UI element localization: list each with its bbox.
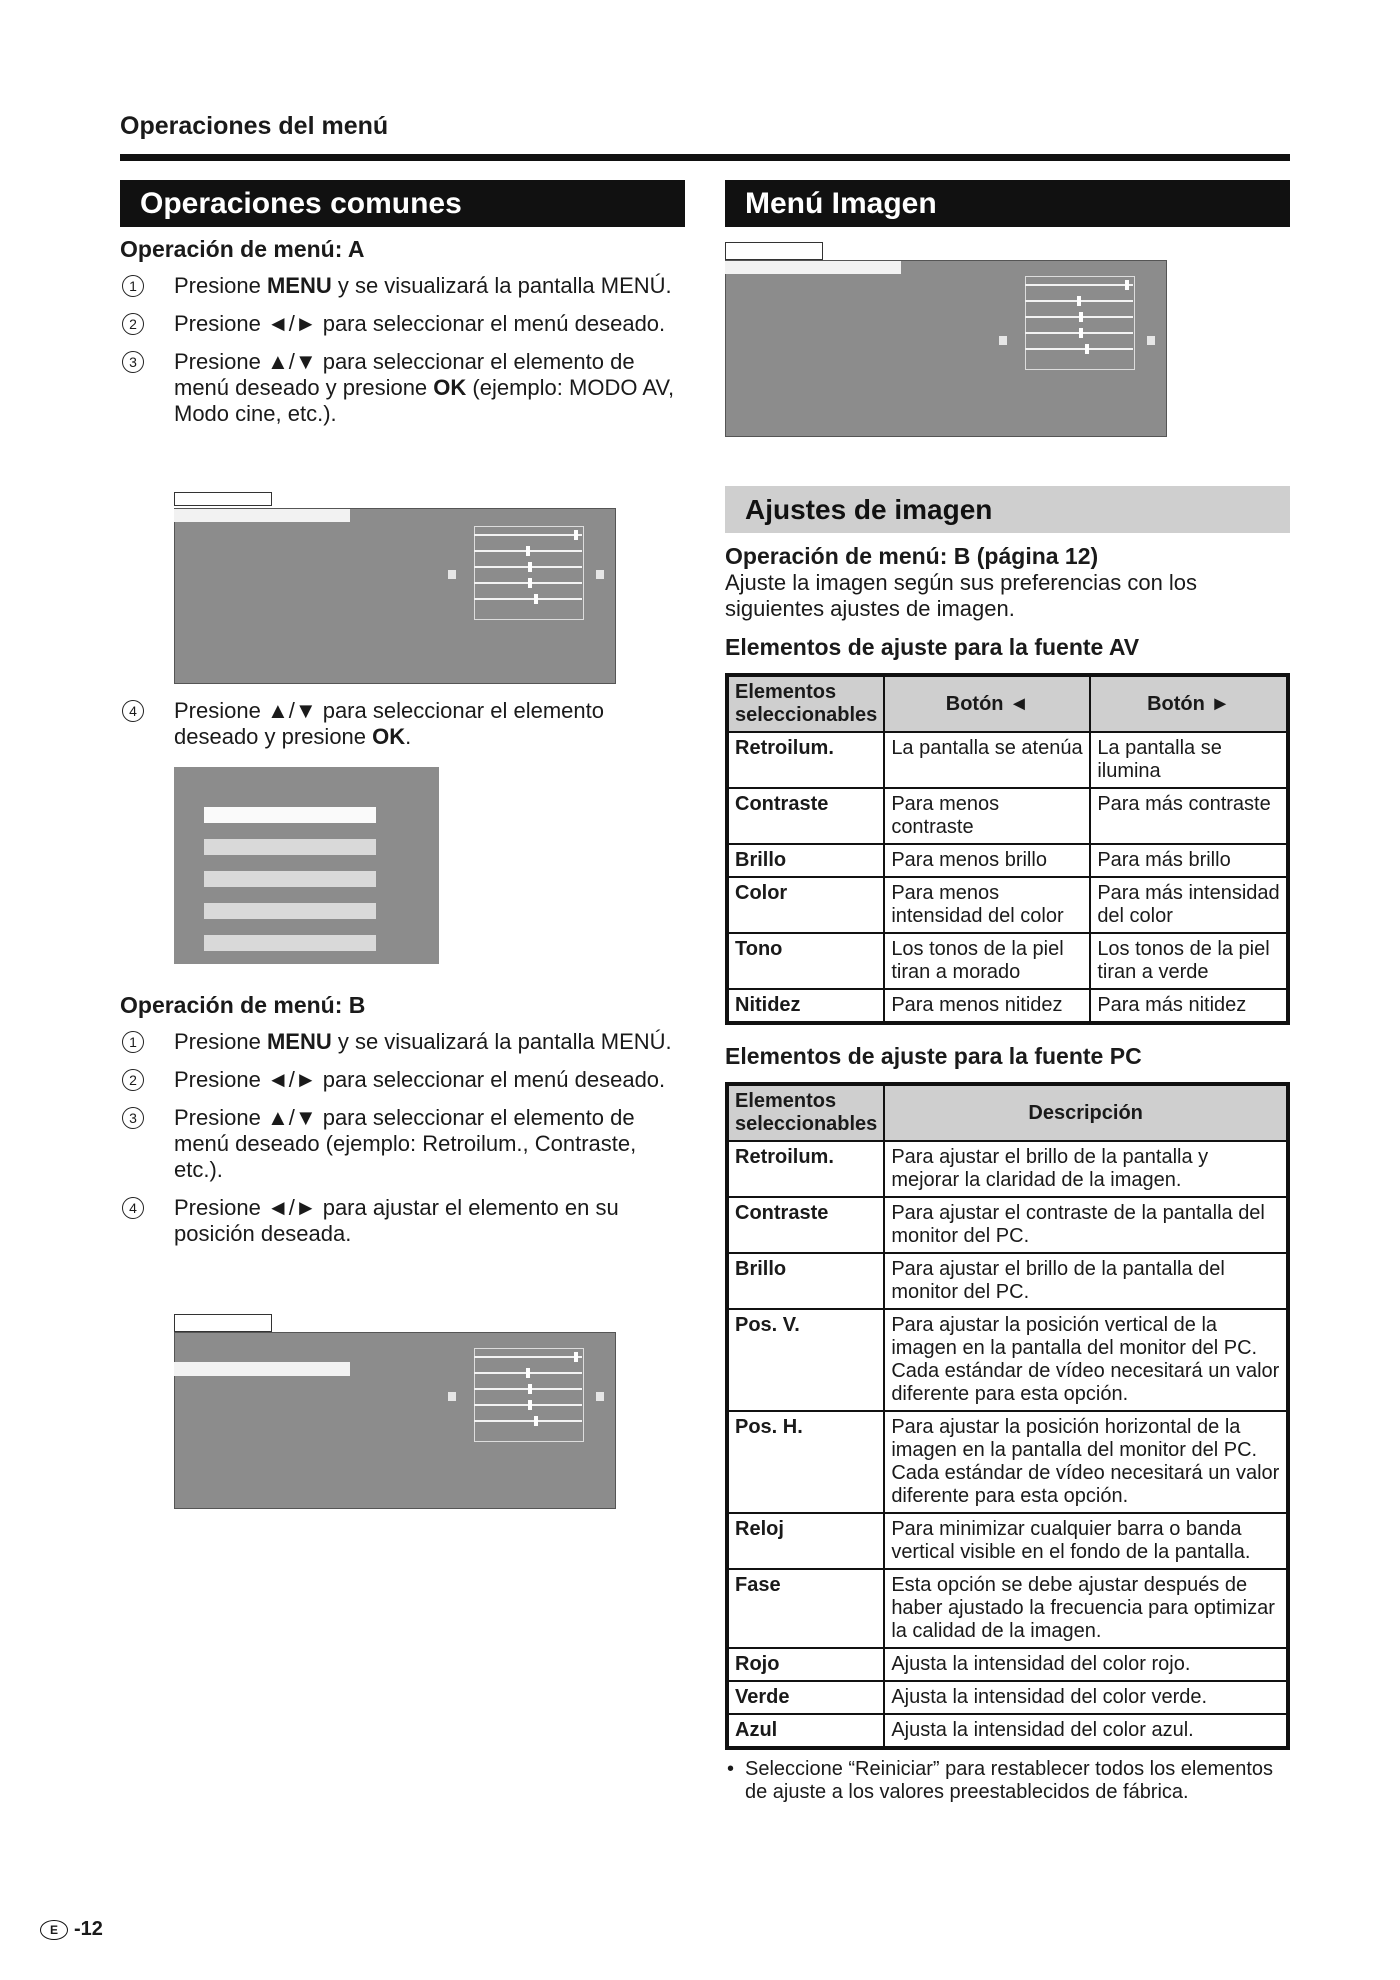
language-badge: E: [40, 1920, 68, 1940]
col-header-boton-right: Botón ►: [1090, 675, 1288, 732]
item-name: Color: [727, 877, 884, 933]
right-arrow-marker: [596, 1392, 604, 1401]
col-header-elementos: Elementos seleccionables: [727, 1084, 884, 1141]
section-title-menu-imagen: Menú Imagen: [725, 180, 1290, 227]
left-action: Para menos brillo: [884, 844, 1090, 877]
item-description: Esta opción se debe ajustar después de haber ajustado la frecuencia para optimizar la calidad de la imagen.: [884, 1569, 1288, 1648]
menu-screen-illustration-2: [174, 1314, 616, 1510]
running-header: Operaciones del menú: [120, 112, 389, 140]
op-a-step-4-block: [120, 698, 685, 762]
intro-text: Ajuste la imagen según sus preferencias con los siguientes ajustes de imagen.: [725, 570, 1198, 621]
table-row: [727, 1141, 1288, 1197]
table-row: [727, 1513, 1288, 1569]
op-a-step-3: [120, 349, 685, 427]
op-b-steps: [120, 1029, 685, 1247]
left-arrow-marker: [999, 336, 1007, 345]
left-column: [120, 180, 685, 1246]
step-text: Presione ◄/► para ajustar el elemento en su posición deseada.: [174, 1195, 619, 1246]
pc-table-title: Elementos de ajuste para la fuente PC: [725, 1043, 1142, 1069]
table-header-row: [727, 675, 1288, 732]
step-text: Presione ◄/► para seleccionar el menú deseado.: [174, 311, 666, 336]
item-name: Brillo: [727, 844, 884, 877]
table-row: [727, 1411, 1288, 1513]
item-description: Ajusta la intensidad del color verde.: [884, 1681, 1288, 1714]
right-arrow-marker: [596, 570, 604, 579]
item-description: Ajusta la intensidad del color rojo.: [884, 1648, 1288, 1681]
right-action: La pantalla se ilumina: [1090, 732, 1288, 788]
col-header-descripcion: Descripción: [884, 1084, 1288, 1141]
key-label: OK: [433, 375, 467, 400]
op-a-steps: [120, 273, 685, 427]
menu-screen-illustration-1: [174, 492, 616, 684]
left-arrow-marker: [448, 570, 456, 579]
item-name: Contraste: [727, 788, 884, 844]
op-a-step-4: [120, 698, 685, 750]
left-action: Para menos nitidez: [884, 989, 1090, 1023]
item-name: Azul: [727, 1714, 884, 1748]
table-row: [727, 1197, 1288, 1253]
step-text: .: [405, 724, 412, 749]
col-header-elementos: Elementos seleccionables: [727, 675, 884, 732]
right-action: Para más brillo: [1090, 844, 1288, 877]
left-action: La pantalla se atenúa: [884, 732, 1090, 788]
item-description: Para ajustar el brillo de la pantalla y mejorar la claridad de la imagen.: [884, 1141, 1288, 1197]
step-text: Presione ◄/► para seleccionar el menú deseado.: [174, 1067, 666, 1092]
step-number: 3: [122, 351, 144, 373]
table-row: [727, 1309, 1288, 1411]
right-column: [725, 180, 1290, 1803]
item-description: Para minimizar cualquier barra o banda vertical visible en el fondo de la pantalla.: [884, 1513, 1288, 1569]
op-b-reference: Operación de menú: B (página 12): [725, 543, 1099, 569]
table-row: [727, 732, 1288, 788]
left-action: Para menos contraste: [884, 788, 1090, 844]
item-name: Pos. V.: [727, 1309, 884, 1411]
step-number: 1: [122, 1031, 144, 1053]
left-arrow-marker: [448, 1392, 456, 1401]
right-action: Los tonos de la piel tiran a verde: [1090, 933, 1288, 989]
op-b-step-1: [120, 1029, 685, 1055]
menu-tab: [725, 242, 823, 260]
header-rule: [120, 154, 1290, 161]
item-name: Rojo: [727, 1648, 884, 1681]
page-number: [40, 1918, 103, 1941]
key-label: MENU: [266, 273, 332, 298]
page-number-text: -12: [74, 1918, 103, 1940]
table-row: [727, 1253, 1288, 1309]
menu-highlight: [174, 1362, 350, 1376]
item-description: Para ajustar la posición vertical de la imagen en la pantalla del monitor del PC. Cada estándar de vídeo necesitará un valor diferente para esta opción.: [884, 1309, 1288, 1411]
item-description: Para ajustar el contraste de la pantalla del monitor del PC.: [884, 1197, 1288, 1253]
table-row: [727, 1681, 1288, 1714]
table-header-row: [727, 1084, 1288, 1141]
table-row: [727, 844, 1288, 877]
table-row: [727, 1714, 1288, 1748]
av-settings-table: [725, 673, 1290, 1025]
step-text: y se visualizará la pantalla MENÚ.: [331, 273, 672, 298]
right-action: Para más nitidez: [1090, 989, 1288, 1023]
table-row: [727, 933, 1288, 989]
op-a-steps-cont: [120, 698, 685, 750]
step-text: Presione ▲/▼ para seleccionar el elemento de menú deseado y presione: [174, 349, 635, 400]
item-name: Pos. H.: [727, 1411, 884, 1513]
op-a-step-2: [120, 311, 685, 337]
step-text: Presione: [174, 273, 267, 298]
step-text: Presione: [174, 1029, 267, 1054]
step-text: Presione ▲/▼ para seleccionar el elemento de menú deseado (ejemplo: Retroilum., Contraste, etc.).: [174, 1105, 637, 1182]
subsection-title-ajustes: Ajustes de imagen: [725, 486, 1290, 533]
pc-settings-table: [725, 1082, 1290, 1750]
step-text: y se visualizará la pantalla MENÚ.: [331, 1029, 672, 1054]
table-row: [727, 877, 1288, 933]
table-row: [727, 989, 1288, 1023]
slider-group: [1025, 276, 1133, 368]
step-number: 1: [122, 275, 144, 297]
op-a-title: Operación de menú: A: [120, 236, 365, 262]
item-name: Nitidez: [727, 989, 884, 1023]
menu-highlight: [174, 509, 350, 522]
item-name: Reloj: [727, 1513, 884, 1569]
right-action: Para más contraste: [1090, 788, 1288, 844]
item-name: Fase: [727, 1569, 884, 1648]
picture-menu-illustration: [725, 242, 1167, 438]
step-number: 2: [122, 1069, 144, 1091]
step-number: 4: [122, 1197, 144, 1219]
ajustes-block: [725, 486, 1290, 1804]
key-label: MENU: [266, 1029, 332, 1054]
step-number: 4: [122, 700, 144, 722]
col-header-boton-left: Botón ◄: [884, 675, 1090, 732]
slider-group: [474, 526, 582, 618]
op-b-step-2: [120, 1067, 685, 1093]
menu-list-illustration: [174, 767, 439, 964]
item-description: Para ajustar el brillo de la pantalla del monitor del PC.: [884, 1253, 1288, 1309]
op-a-block: [120, 236, 685, 439]
left-action: Los tonos de la piel tiran a morado: [884, 933, 1090, 989]
av-table-title: Elementos de ajuste para la fuente AV: [725, 634, 1140, 660]
right-action: Para más intensidad del color: [1090, 877, 1288, 933]
item-name: Contraste: [727, 1197, 884, 1253]
item-description: Ajusta la intensidad del color azul.: [884, 1714, 1288, 1748]
table-row: [727, 1569, 1288, 1648]
op-b-step-3: [120, 1105, 685, 1183]
op-a-step-1: [120, 273, 685, 299]
menu-tab: [174, 492, 272, 506]
item-name: Verde: [727, 1681, 884, 1714]
item-name: Brillo: [727, 1253, 884, 1309]
right-arrow-marker: [1147, 336, 1155, 345]
table-row: [727, 788, 1288, 844]
menu-tab: [174, 1314, 272, 1332]
op-b-title: Operación de menú: B: [120, 992, 366, 1018]
step-text: Presione ▲/▼ para seleccionar el elemento deseado y presione: [174, 698, 604, 749]
left-action: Para menos intensidad del color: [884, 877, 1090, 933]
op-b-step-4: [120, 1195, 685, 1247]
item-name: Retroilum.: [727, 1141, 884, 1197]
table-row: [727, 1648, 1288, 1681]
reset-note: • Seleccione “Reiniciar” para restablecer todos los elementos de ajuste a los valores preestablecidos de fábrica.: [725, 1758, 1290, 1804]
menu-highlight: [725, 261, 901, 274]
section-title-operaciones: Operaciones comunes: [120, 180, 685, 227]
item-name: Retroilum.: [727, 732, 884, 788]
step-number: 3: [122, 1107, 144, 1129]
slider-group: [474, 1348, 582, 1440]
item-description: Para ajustar la posición horizontal de la imagen en la pantalla del monitor del PC. Cada estándar de vídeo necesitará un valor diferente para esta opción.: [884, 1411, 1288, 1513]
step-text: (ejemplo: MODO AV, Modo cine, etc.).: [174, 375, 675, 426]
step-number: 2: [122, 313, 144, 335]
item-name: Tono: [727, 933, 884, 989]
key-label: OK: [372, 724, 406, 749]
op-b-block: [120, 992, 685, 1259]
